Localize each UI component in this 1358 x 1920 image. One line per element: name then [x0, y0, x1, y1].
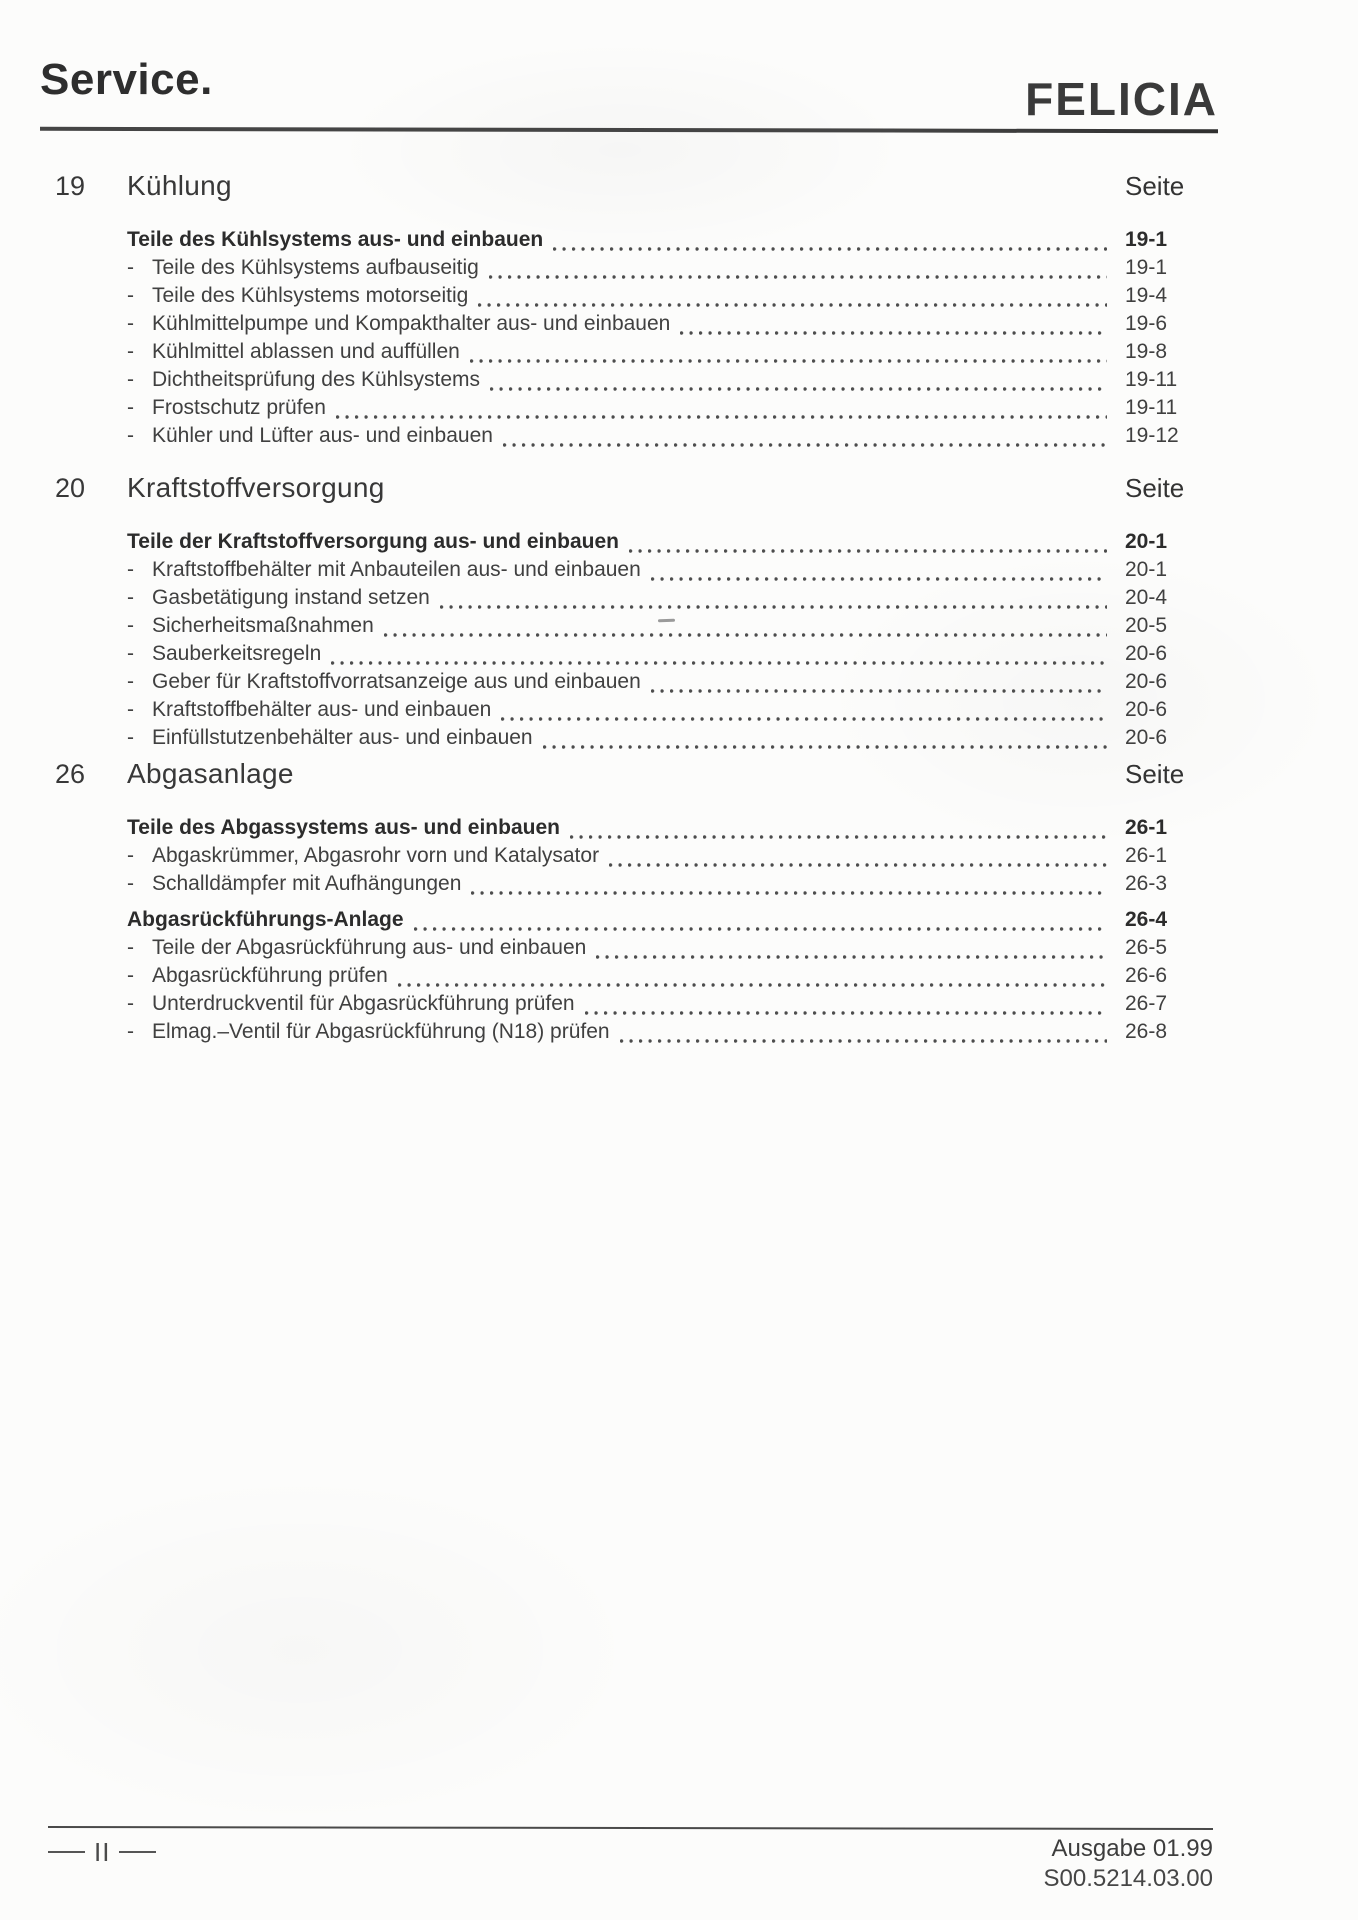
page-column-label: Seite: [1125, 171, 1185, 201]
toc-entry: [127, 558, 1218, 586]
entry-dash: -: [127, 586, 134, 609]
entry-page-number: 26-3: [1125, 872, 1168, 895]
page-roman-numeral: II: [94, 1836, 111, 1867]
entry-dash: -: [127, 312, 134, 335]
entry-text: Teile des Kühlsystems aufbauseitig: [152, 256, 479, 279]
entry-text: Teile des Kühlsystems aus- und einbauen: [127, 228, 544, 251]
dot-leader: [609, 863, 1107, 867]
entry-text: Unterdruckventil für Abgasrückführung prüfen: [152, 992, 575, 1015]
entry-page-number: 19-11: [1125, 396, 1178, 419]
page-column-label: Seite: [1125, 473, 1185, 503]
dot-leader: [501, 717, 1107, 721]
entry-text: Elmag.–Ventil für Abgasrückführung (N18) prüfen: [152, 1020, 610, 1043]
toc-section-20: [55, 472, 1218, 754]
toc-entry: [127, 1020, 1218, 1048]
entry-list: [127, 530, 1218, 754]
entry-text: Abgaskrümmer, Abgasrohr vorn und Katalysator: [152, 844, 600, 867]
dot-leader: [384, 633, 1107, 637]
entry-text: Kühlmittelpumpe und Kompakthalter aus- und einbauen: [152, 312, 671, 335]
dot-leader: [490, 387, 1107, 391]
entry-text: Schalldämpfer mit Aufhängungen: [152, 872, 462, 895]
entry-page-number: 19-6: [1125, 312, 1168, 335]
toc-entry: [127, 642, 1218, 670]
entry-page-number: 20-6: [1125, 698, 1168, 721]
toc-entry: [127, 908, 1218, 936]
entry-text: Teile der Abgasrückführung aus- und einbauen: [152, 936, 587, 959]
entry-dash: -: [127, 642, 134, 665]
toc-entry: [127, 228, 1218, 256]
service-title: Service.: [40, 55, 213, 104]
footer-rule: [48, 1826, 1213, 1830]
entry-dash: -: [127, 844, 134, 867]
header-rule: [40, 127, 1218, 133]
entry-dash: -: [127, 558, 134, 581]
entry-text: Dichtheitsprüfung des Kühlsystems: [152, 368, 480, 391]
entry-page-number: 20-1: [1125, 530, 1168, 553]
chapter-number: 26: [55, 759, 86, 789]
toc-entry: [127, 726, 1218, 754]
entry-page-number: 20-6: [1125, 670, 1168, 693]
dot-leader: [470, 359, 1107, 363]
entry-dash: -: [127, 726, 134, 749]
entry-dash: -: [127, 284, 134, 307]
toc-entry: [127, 586, 1218, 614]
toc-entry: [127, 698, 1218, 726]
entry-page-number: 20-4: [1125, 586, 1168, 609]
entry-page-number: 26-1: [1125, 816, 1168, 839]
entry-list: [127, 228, 1218, 452]
dot-leader: [398, 983, 1107, 987]
dot-leader: [503, 443, 1107, 447]
entry-dash: -: [127, 614, 134, 637]
entry-dash: -: [127, 872, 134, 895]
toc-entry: [127, 256, 1218, 284]
entry-list: [127, 816, 1218, 1048]
document-number: S00.5214.03.00: [1043, 1865, 1213, 1892]
dot-leader: [629, 549, 1107, 553]
entry-page-number: 19-11: [1125, 368, 1178, 391]
toc-entry: [127, 992, 1218, 1020]
entry-dash: -: [127, 368, 134, 391]
chapter-title: Kühlung: [127, 170, 232, 201]
entry-page-number: 20-6: [1125, 726, 1168, 749]
entry-text: Gasbetätigung instand setzen: [152, 586, 430, 609]
entry-dash: -: [127, 992, 134, 1015]
marker-line-right: [119, 1851, 156, 1853]
entry-text: Teile der Kraftstoffversorgung aus- und einbauen: [127, 530, 620, 553]
dot-leader: [336, 415, 1107, 419]
dot-leader: [596, 955, 1107, 959]
dot-leader: [680, 331, 1107, 335]
entry-text: Frostschutz prüfen: [152, 396, 326, 419]
model-title: FELICIA: [1025, 73, 1218, 125]
toc-entry: [127, 396, 1218, 424]
page-number-marker: [48, 1838, 156, 1866]
toc-entry: [127, 368, 1218, 396]
chapter-number: 20: [55, 473, 86, 503]
entry-page-number: 19-1: [1125, 228, 1168, 251]
entry-text: Kühlmittel ablassen und auffüllen: [152, 340, 460, 363]
dot-leader: [553, 247, 1107, 251]
dot-leader: [331, 661, 1107, 665]
dot-leader: [478, 303, 1107, 307]
entry-text: Sauberkeitsregeln: [152, 642, 322, 665]
marker-line-left: [48, 1851, 85, 1853]
entry-dash: -: [127, 424, 134, 447]
entry-text: Sicherheitsmaßnahmen: [152, 614, 374, 637]
entry-page-number: 19-12: [1125, 424, 1179, 447]
dot-leader: [620, 1039, 1107, 1043]
toc-section-26: [55, 758, 1218, 1048]
entry-text: Einfüllstutzenbehälter aus- und einbauen: [152, 726, 533, 749]
section-heading: [55, 472, 1218, 504]
toc-entry: [127, 424, 1218, 452]
dot-leader: [471, 891, 1107, 895]
dot-leader: [585, 1011, 1107, 1015]
entry-page-number: 19-4: [1125, 284, 1168, 307]
chapter-title: Kraftstoffversorgung: [127, 472, 385, 503]
toc-entry: [127, 872, 1218, 900]
entry-page-number: 26-5: [1125, 936, 1168, 959]
toc-entry: [127, 844, 1218, 872]
entry-text: Kraftstoffbehälter mit Anbauteilen aus- und einbauen: [152, 558, 641, 581]
dot-leader: [570, 835, 1107, 839]
entry-text: Teile des Abgassystems aus- und einbauen: [127, 816, 560, 839]
entry-page-number: 19-8: [1125, 340, 1168, 363]
dot-leader: [651, 689, 1107, 693]
chapter-title: Abgasanlage: [127, 758, 294, 789]
entry-page-number: 26-8: [1125, 1020, 1168, 1043]
dot-leader: [440, 605, 1107, 609]
entry-dash: -: [127, 964, 134, 987]
entry-text: Abgasrückführung prüfen: [152, 964, 388, 987]
dot-leader: [543, 745, 1107, 749]
toc-entry: [127, 936, 1218, 964]
chapter-number: 19: [55, 171, 86, 201]
entry-dash: -: [127, 256, 134, 279]
toc-entry: [127, 530, 1218, 558]
page-column-label: Seite: [1125, 759, 1185, 789]
entry-dash: -: [127, 936, 134, 959]
entry-page-number: 26-1: [1125, 844, 1168, 867]
entry-text: Kraftstoffbehälter aus- und einbauen: [152, 698, 492, 721]
dot-leader: [651, 577, 1107, 581]
toc-entry: [127, 284, 1218, 312]
entry-page-number: 26-4: [1125, 908, 1168, 931]
entry-page-number: 20-1: [1125, 558, 1168, 581]
entry-dash: -: [127, 396, 134, 419]
toc-entry: [127, 964, 1218, 992]
scan-artifact-dash: [658, 619, 675, 623]
entry-text: Kühler und Lüfter aus- und einbauen: [152, 424, 493, 447]
toc-entry: [127, 312, 1218, 340]
footer-edition-block: [1044, 1834, 1214, 1894]
entry-text: Abgasrückführungs-Anlage: [127, 908, 404, 931]
entry-dash: -: [127, 698, 134, 721]
toc-entry: [127, 816, 1218, 844]
entry-text: Geber für Kraftstoffvorratsanzeige aus und einbauen: [152, 670, 641, 693]
entry-page-number: 20-5: [1125, 614, 1168, 637]
edition-label: Ausgabe 01.99: [1051, 1835, 1213, 1862]
toc-section-19: [55, 170, 1218, 452]
entry-page-number: 26-7: [1125, 992, 1168, 1015]
entry-dash: -: [127, 340, 134, 363]
toc-entry: [127, 340, 1218, 368]
entry-page-number: 20-6: [1125, 642, 1168, 665]
section-heading: [55, 170, 1218, 202]
dot-leader: [414, 927, 1107, 931]
entry-page-number: 26-6: [1125, 964, 1168, 987]
entry-dash: -: [127, 1020, 134, 1043]
toc-entry: [127, 670, 1218, 698]
entry-dash: -: [127, 670, 134, 693]
entry-page-number: 19-1: [1125, 256, 1168, 279]
entry-text: Teile des Kühlsystems motorseitig: [152, 284, 469, 307]
dot-leader: [489, 275, 1107, 279]
section-heading: [55, 758, 1218, 790]
